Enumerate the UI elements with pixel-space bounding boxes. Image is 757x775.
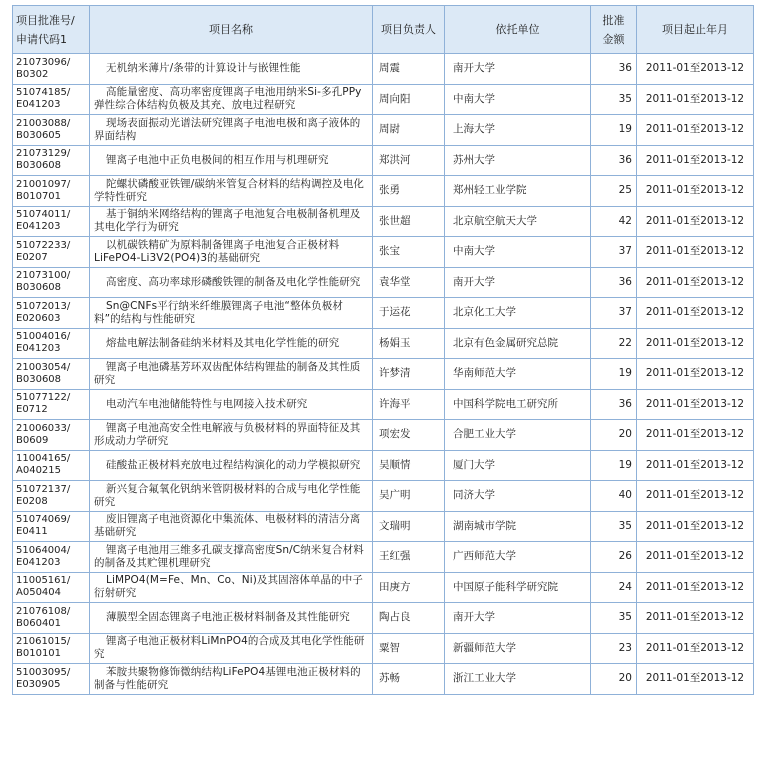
- cell-approval-code: [13, 511, 90, 542]
- approval-number: 11004165/: [16, 453, 71, 465]
- application-code: A040215: [16, 465, 62, 477]
- cell-approved-amount: 26: [591, 542, 637, 573]
- cell-project-name: [90, 145, 373, 176]
- cell-project-period: 2011-01至2013-12: [637, 450, 754, 481]
- project-name-text: 高密度、高功率球形磷酸铁锂的制备及电化学性能研究: [106, 275, 361, 288]
- cell-project-period: 2011-01至2013-12: [637, 237, 754, 268]
- table-row: [13, 572, 754, 603]
- cell-host-institution: 浙江工业大学: [445, 664, 591, 695]
- cell-project-name: [90, 542, 373, 573]
- cell-host-institution: 华南师范大学: [445, 359, 591, 390]
- table-row: [13, 54, 754, 85]
- cell-project-leader: 粟智: [373, 633, 445, 664]
- cell-approved-amount: 36: [591, 267, 637, 298]
- table-row: [13, 237, 754, 268]
- table-row: [13, 176, 754, 207]
- application-code: B030608: [16, 282, 62, 294]
- cell-project-name: [90, 84, 373, 115]
- cell-project-name: [90, 54, 373, 85]
- cell-approval-code: [13, 481, 90, 512]
- table-row: [13, 84, 754, 115]
- cell-project-name: [90, 359, 373, 390]
- project-name-text: 锂离子电池磷基芳环双齿配体结构锂盐的制备及其性质研究: [94, 360, 361, 386]
- cell-project-name: [90, 420, 373, 451]
- application-code: E020603: [16, 312, 61, 324]
- cell-approval-code: [13, 603, 90, 634]
- cell-project-period: 2011-01至2013-12: [637, 176, 754, 207]
- cell-approval-code: [13, 542, 90, 573]
- table-row: [13, 481, 754, 512]
- cell-project-leader: 张宝: [373, 237, 445, 268]
- cell-project-period: 2011-01至2013-12: [637, 115, 754, 146]
- table-row: [13, 420, 754, 451]
- cell-approved-amount: 36: [591, 54, 637, 85]
- approval-number: 51004016/: [16, 331, 71, 343]
- cell-project-leader: 周尉: [373, 115, 445, 146]
- header-host-institution: 依托单位: [445, 6, 591, 54]
- cell-project-name: [90, 603, 373, 634]
- cell-approval-code: [13, 54, 90, 85]
- approval-number: 51072233/: [16, 239, 71, 251]
- table-header-row: [13, 6, 754, 54]
- application-code: B030608: [16, 373, 62, 385]
- cell-host-institution: 中国原子能科学研究院: [445, 572, 591, 603]
- project-name-text: 高能量密度、高功率密度锂离子电池用纳米Si-多孔PPy弹性综合体结构负极及其充、放电过程研究: [94, 86, 362, 112]
- cell-project-leader: 苏畅: [373, 664, 445, 695]
- application-code: E041203: [16, 221, 61, 233]
- project-name-text: 以机碳铁精矿为原料制备锂离子电池复合正极材料LiFePO4-Li3V2(PO4)3的基础研究: [94, 238, 340, 264]
- application-code: B060401: [16, 617, 62, 629]
- project-name-text: 电动汽车电池储能特性与电网接入技术研究: [106, 397, 308, 410]
- cell-project-leader: 于运花: [373, 298, 445, 329]
- cell-host-institution: 苏州大学: [445, 145, 591, 176]
- cell-host-institution: 厦门大学: [445, 450, 591, 481]
- approval-number: 11005161/: [16, 575, 71, 587]
- project-name-text: 无机纳米薄片/条带的计算设计与嵌锂性能: [106, 62, 301, 75]
- cell-host-institution: 湖南城市学院: [445, 511, 591, 542]
- cell-project-name: [90, 206, 373, 237]
- cell-project-leader: 张世超: [373, 206, 445, 237]
- header-project-period: 项目起止年月: [637, 6, 754, 54]
- cell-approval-code: [13, 328, 90, 359]
- project-name-text: 陀螺状磷酸亚铁锂/碳纳米管复合材料的结构调控及电化学特性研究: [94, 177, 365, 203]
- table-row: [13, 389, 754, 420]
- application-code: E041203: [16, 99, 61, 111]
- cell-approval-code: [13, 450, 90, 481]
- header-project-name: 项目名称: [90, 6, 373, 54]
- cell-approved-amount: 37: [591, 237, 637, 268]
- cell-project-name: [90, 572, 373, 603]
- project-name-text: 苯胺共聚物修饰微纳结构LiFePO4基锂电池正极材料的制备与性能研究: [94, 665, 361, 691]
- cell-approval-code: [13, 420, 90, 451]
- cell-approved-amount: 42: [591, 206, 637, 237]
- cell-project-name: [90, 298, 373, 329]
- cell-approval-code: [13, 267, 90, 298]
- cell-project-name: [90, 481, 373, 512]
- cell-host-institution: 中南大学: [445, 237, 591, 268]
- cell-project-name: [90, 115, 373, 146]
- application-code: E041203: [16, 343, 61, 355]
- cell-project-period: 2011-01至2013-12: [637, 328, 754, 359]
- cell-project-period: 2011-01至2013-12: [637, 481, 754, 512]
- application-code: B010701: [16, 190, 62, 202]
- cell-project-period: 2011-01至2013-12: [637, 603, 754, 634]
- cell-project-period: 2011-01至2013-12: [637, 511, 754, 542]
- cell-approval-code: [13, 84, 90, 115]
- cell-project-leader: 陶占良: [373, 603, 445, 634]
- cell-approved-amount: 19: [591, 115, 637, 146]
- cell-project-period: 2011-01至2013-12: [637, 572, 754, 603]
- cell-project-period: 2011-01至2013-12: [637, 298, 754, 329]
- cell-approved-amount: 20: [591, 664, 637, 695]
- cell-project-name: [90, 664, 373, 695]
- application-code: E0712: [16, 404, 48, 416]
- project-name-text: 锂离子电池用三维多孔碳支撑高密度Sn/C纳米复合材料的制备及其贮锂机理研究: [94, 543, 364, 569]
- cell-approval-code: [13, 237, 90, 268]
- cell-project-period: 2011-01至2013-12: [637, 664, 754, 695]
- approval-number: 51072013/: [16, 300, 71, 312]
- cell-project-leader: 周震: [373, 54, 445, 85]
- approval-number: 51003095/: [16, 666, 71, 678]
- application-code: E0208: [16, 495, 48, 507]
- project-name-text: 锂离子电池中正负电极间的相互作用与机理研究: [106, 153, 329, 166]
- cell-approved-amount: 36: [591, 389, 637, 420]
- cell-approval-code: [13, 115, 90, 146]
- cell-host-institution: 北京化工大学: [445, 298, 591, 329]
- table-row: [13, 298, 754, 329]
- cell-project-leader: 王红强: [373, 542, 445, 573]
- application-code: B010101: [16, 648, 62, 660]
- header-approval-code: [13, 6, 90, 54]
- table-row: [13, 359, 754, 390]
- cell-host-institution: 北京有色金属研究总院: [445, 328, 591, 359]
- cell-project-period: 2011-01至2013-12: [637, 359, 754, 390]
- cell-project-period: 2011-01至2013-12: [637, 267, 754, 298]
- project-name-text: 新兴复合氟氧化钒纳米管阴极材料的合成与电化学性能研究: [94, 482, 361, 508]
- header-approval-code-line2: 申请代码1: [16, 32, 67, 46]
- cell-approved-amount: 20: [591, 420, 637, 451]
- project-name-text: 废旧锂离子电池资源化中集流体、电极材料的清洁分离基础研究: [94, 513, 361, 539]
- cell-project-period: 2011-01至2013-12: [637, 54, 754, 85]
- header-project-leader: 项目负责人: [373, 6, 445, 54]
- cell-project-leader: 周向阳: [373, 84, 445, 115]
- cell-project-period: 2011-01至2013-12: [637, 84, 754, 115]
- approval-number: 21061015/: [16, 636, 71, 648]
- cell-project-period: 2011-01至2013-12: [637, 206, 754, 237]
- approval-number: 51074185/: [16, 87, 71, 99]
- cell-project-leader: 吴广明: [373, 481, 445, 512]
- cell-host-institution: 中国科学院电工研究所: [445, 389, 591, 420]
- cell-project-leader: 张勇: [373, 176, 445, 207]
- cell-project-period: 2011-01至2013-12: [637, 542, 754, 573]
- application-code: B0302: [16, 68, 49, 80]
- header-approved-amount: [591, 6, 637, 54]
- approval-number: 51077122/: [16, 392, 71, 404]
- cell-approved-amount: 35: [591, 511, 637, 542]
- cell-approved-amount: 35: [591, 84, 637, 115]
- application-code: A050404: [16, 587, 62, 599]
- application-code: E030905: [16, 678, 61, 690]
- cell-project-name: [90, 176, 373, 207]
- table-row: [13, 115, 754, 146]
- cell-project-leader: 郑洪河: [373, 145, 445, 176]
- header-approved-amount-line1: 批准: [602, 13, 625, 27]
- cell-project-name: [90, 450, 373, 481]
- approval-number: 21073100/: [16, 270, 71, 282]
- cell-approval-code: [13, 176, 90, 207]
- application-code: B030608: [16, 160, 62, 172]
- project-table: [12, 5, 754, 695]
- project-name-text: 锂离子电池正极材料LiMnPO4的合成及其电化学性能研究: [94, 635, 365, 661]
- cell-approved-amount: 24: [591, 572, 637, 603]
- approval-number: 21073096/: [16, 56, 71, 68]
- table-body: [13, 54, 754, 695]
- table-row: [13, 633, 754, 664]
- approval-number: 21001097/: [16, 178, 71, 190]
- cell-approval-code: [13, 572, 90, 603]
- cell-project-period: 2011-01至2013-12: [637, 420, 754, 451]
- cell-approval-code: [13, 664, 90, 695]
- application-code: B0609: [16, 434, 49, 446]
- cell-host-institution: 中南大学: [445, 84, 591, 115]
- application-code: E0207: [16, 251, 48, 263]
- table-row: [13, 206, 754, 237]
- cell-approved-amount: 35: [591, 603, 637, 634]
- cell-host-institution: 南开大学: [445, 603, 591, 634]
- table-row: [13, 603, 754, 634]
- cell-approval-code: [13, 359, 90, 390]
- header-approval-code-line1: 项目批准号/: [16, 13, 75, 27]
- project-name-text: 薄膜型全固态锂离子电池正极材料制备及其性能研究: [106, 611, 350, 624]
- approval-number: 51074069/: [16, 514, 71, 526]
- approval-number: 51074011/: [16, 209, 71, 221]
- table-row: [13, 145, 754, 176]
- cell-approval-code: [13, 145, 90, 176]
- approval-number: 21006033/: [16, 422, 71, 434]
- cell-approved-amount: 22: [591, 328, 637, 359]
- cell-host-institution: 合肥工业大学: [445, 420, 591, 451]
- cell-approved-amount: 25: [591, 176, 637, 207]
- cell-approved-amount: 37: [591, 298, 637, 329]
- cell-project-leader: 吴顺情: [373, 450, 445, 481]
- approval-number: 21076108/: [16, 605, 71, 617]
- cell-project-period: 2011-01至2013-12: [637, 145, 754, 176]
- approval-number: 51072137/: [16, 483, 71, 495]
- cell-project-period: 2011-01至2013-12: [637, 633, 754, 664]
- cell-project-name: [90, 511, 373, 542]
- cell-project-leader: 项宏发: [373, 420, 445, 451]
- cell-host-institution: 广西师范大学: [445, 542, 591, 573]
- cell-project-name: [90, 267, 373, 298]
- cell-host-institution: 北京航空航天大学: [445, 206, 591, 237]
- cell-approval-code: [13, 633, 90, 664]
- header-approved-amount-line2: 金额: [602, 32, 625, 46]
- cell-approved-amount: 36: [591, 145, 637, 176]
- cell-approval-code: [13, 206, 90, 237]
- table-row: [13, 267, 754, 298]
- application-code: E041203: [16, 556, 61, 568]
- project-table-container: [12, 5, 753, 695]
- cell-project-leader: 许海平: [373, 389, 445, 420]
- application-code: E0411: [16, 526, 48, 538]
- cell-approved-amount: 23: [591, 633, 637, 664]
- cell-project-name: [90, 389, 373, 420]
- table-row: [13, 511, 754, 542]
- cell-approval-code: [13, 298, 90, 329]
- cell-approved-amount: 19: [591, 450, 637, 481]
- project-name-text: 现场表面振动光谱法研究锂离子电池电极和离子液体的界面结构: [94, 116, 361, 142]
- project-name-text: Sn@CNFs平行纳米纤维膜锂离子电池“整体负极材料”的结构与性能研究: [94, 299, 343, 325]
- cell-host-institution: 新疆师范大学: [445, 633, 591, 664]
- project-name-text: 熔盐电解法制备硅纳米材料及其电化学性能的研究: [106, 336, 340, 349]
- approval-number: 51064004/: [16, 544, 71, 556]
- table-row: [13, 328, 754, 359]
- project-name-text: 基于铜纳米网络结构的锂离子电池复合电极制备机理及其电化学行为研究: [94, 208, 361, 234]
- approval-number: 21003054/: [16, 361, 71, 373]
- cell-host-institution: 上海大学: [445, 115, 591, 146]
- approval-number: 21003088/: [16, 117, 71, 129]
- cell-project-period: 2011-01至2013-12: [637, 389, 754, 420]
- cell-approved-amount: 40: [591, 481, 637, 512]
- cell-project-leader: 杨娟玉: [373, 328, 445, 359]
- cell-project-leader: 许梦清: [373, 359, 445, 390]
- table-row: [13, 542, 754, 573]
- application-code: B030605: [16, 129, 62, 141]
- cell-host-institution: 同济大学: [445, 481, 591, 512]
- cell-approved-amount: 19: [591, 359, 637, 390]
- project-name-text: 硅酸盐正极材料充放电过程结构演化的动力学模拟研究: [106, 458, 361, 471]
- table-row: [13, 664, 754, 695]
- table-row: [13, 450, 754, 481]
- cell-project-leader: 袁华堂: [373, 267, 445, 298]
- approval-number: 21073129/: [16, 148, 71, 160]
- cell-project-leader: 文瑞明: [373, 511, 445, 542]
- project-name-text: 锂离子电池高安全性电解液与负极材料的界面特征及其形成动力学研究: [94, 421, 361, 447]
- cell-project-name: [90, 328, 373, 359]
- cell-project-name: [90, 633, 373, 664]
- cell-project-leader: 田庚方: [373, 572, 445, 603]
- cell-host-institution: 南开大学: [445, 267, 591, 298]
- project-name-text: LiMPO4(M=Fe、Mn、Co、Ni)及其固溶体单晶的中子衍射研究: [94, 574, 363, 600]
- cell-host-institution: 南开大学: [445, 54, 591, 85]
- cell-host-institution: 郑州轻工业学院: [445, 176, 591, 207]
- cell-approval-code: [13, 389, 90, 420]
- cell-project-name: [90, 237, 373, 268]
